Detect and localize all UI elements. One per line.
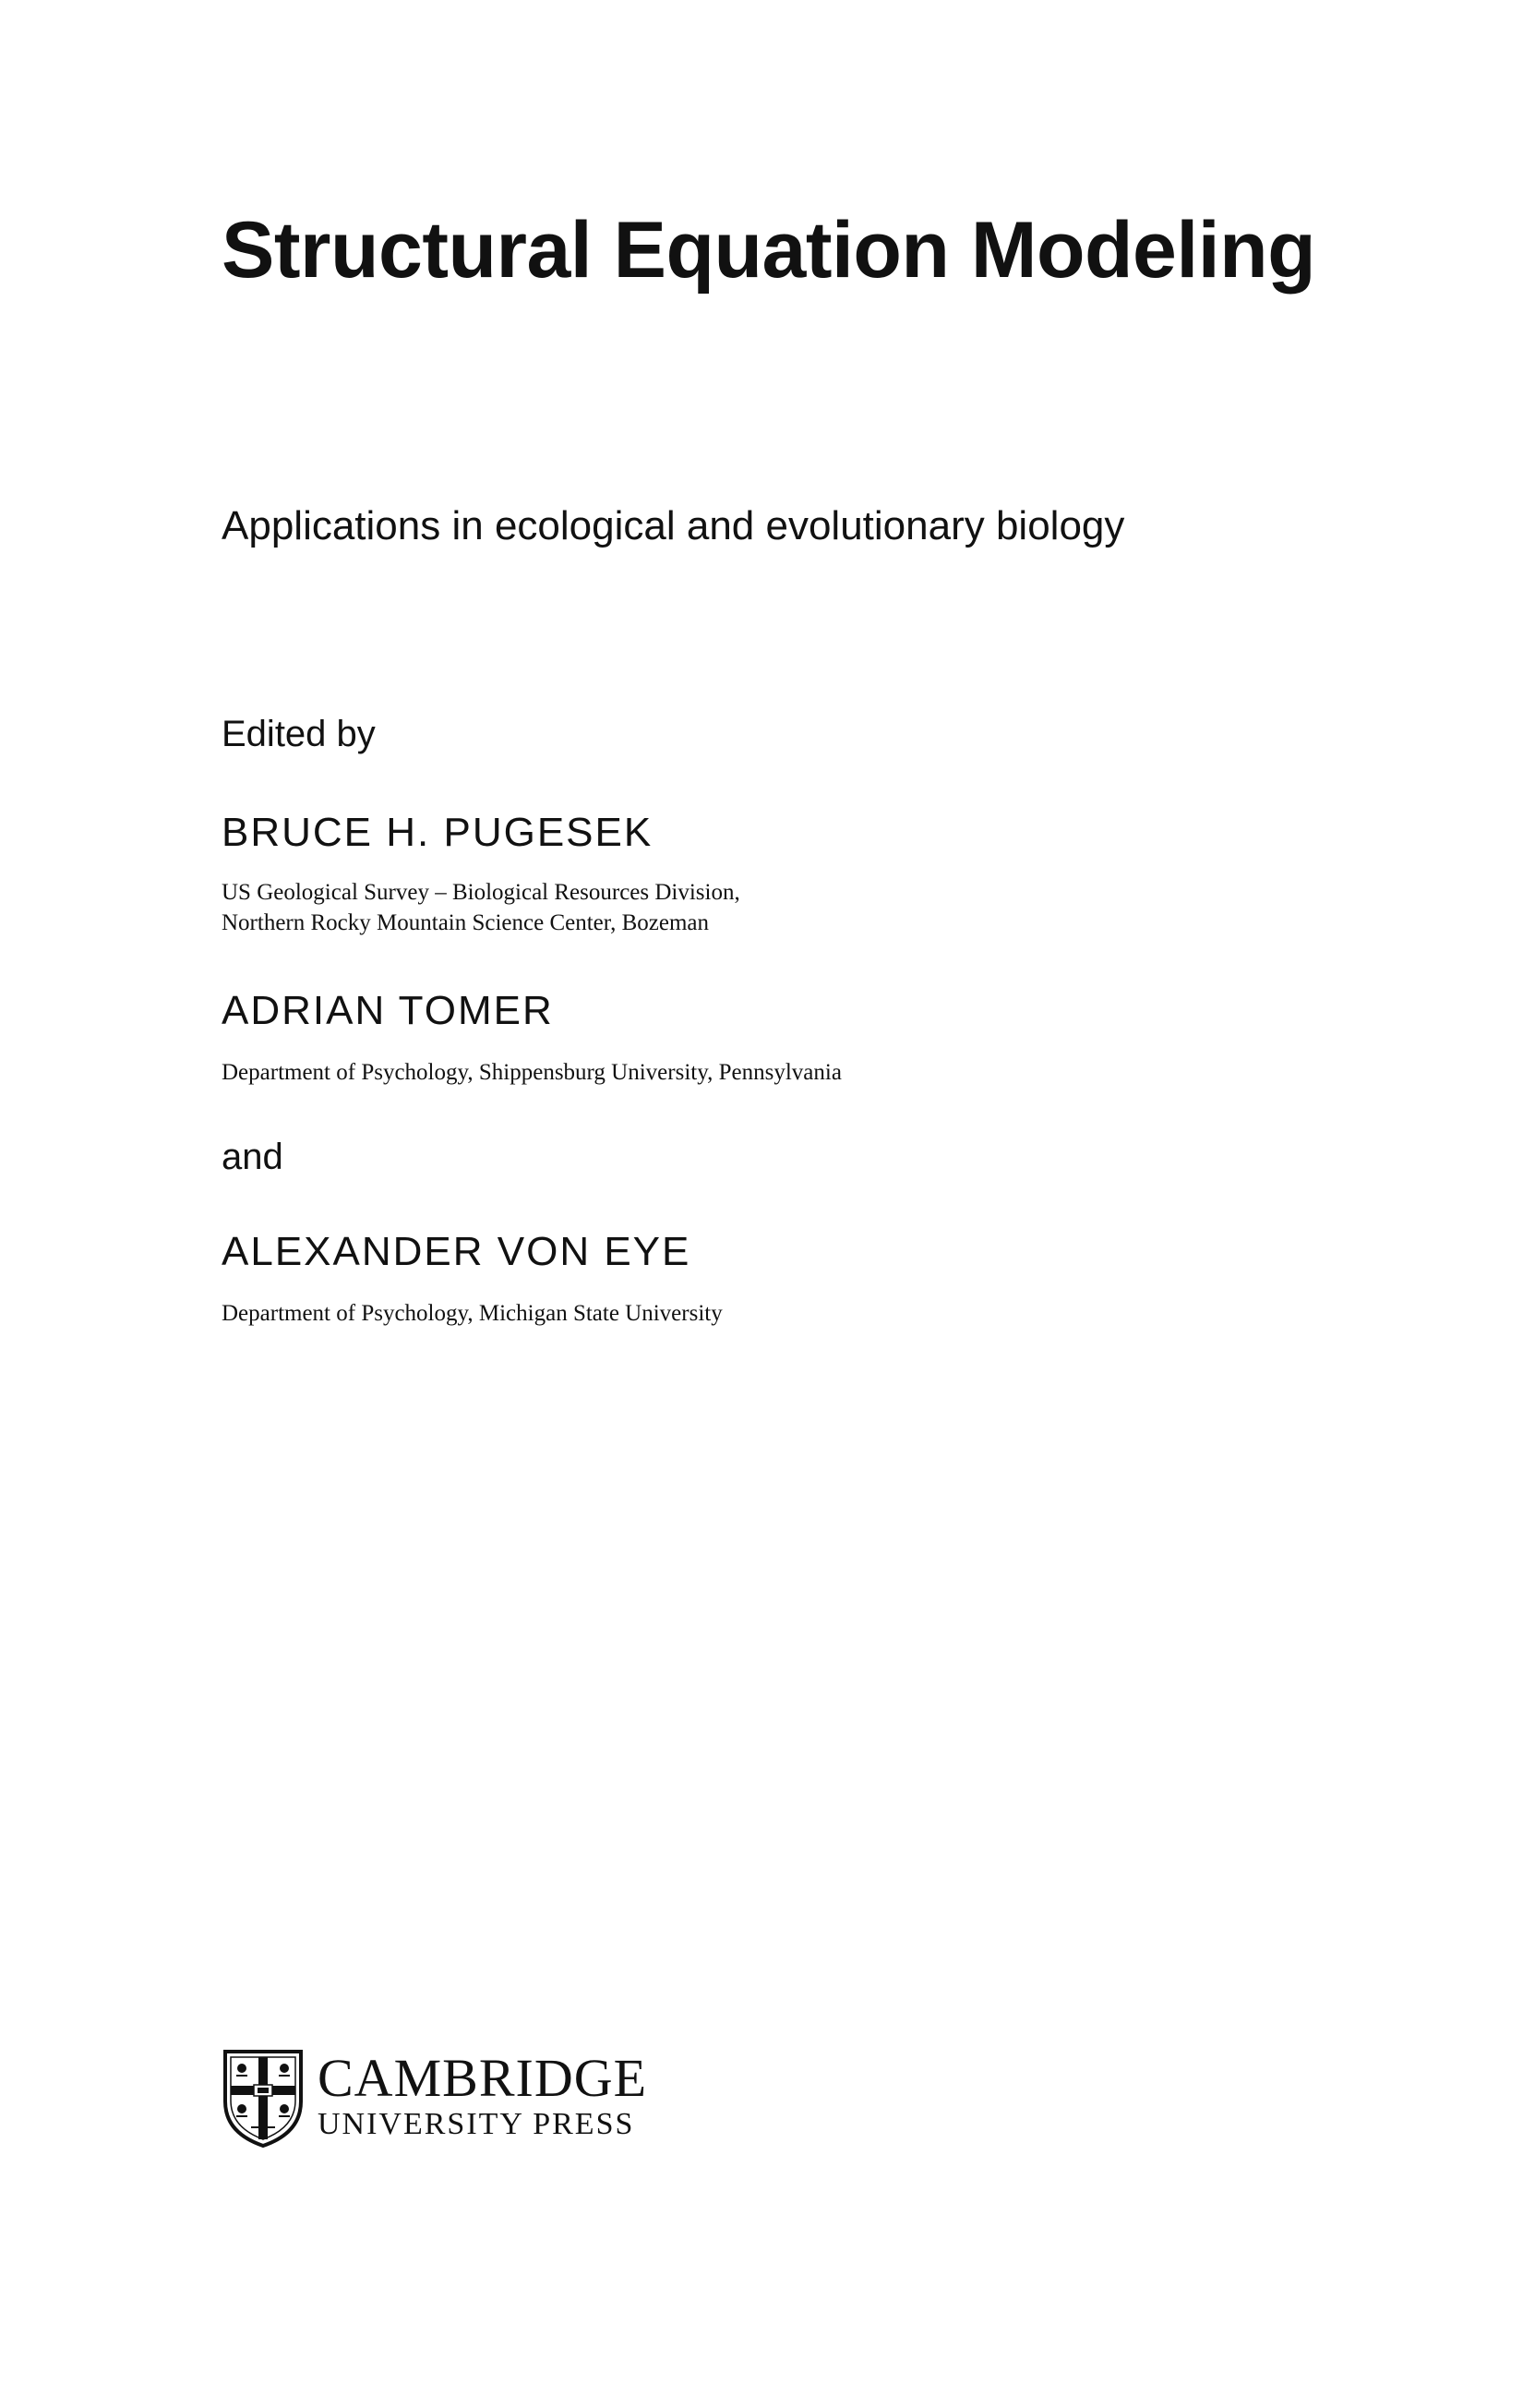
editor-affiliation-pugesek [222, 877, 740, 938]
edited-by-label: Edited by [222, 714, 376, 754]
editor-name-pugesek: BRUCE H. PUGESEK [222, 810, 654, 855]
affiliation-line: Department of Psychology, Shippensburg University, Pennsylvania [222, 1060, 842, 1085]
editor-affiliation-tomer [222, 1057, 842, 1088]
publisher-imprint [222, 2048, 647, 2149]
affiliation-line: Northern Rocky Mountain Science Center, Bozeman [222, 910, 710, 935]
affiliation-line: US Geological Survey – Biological Resources Division, [222, 880, 740, 905]
cambridge-crest-icon [222, 2048, 305, 2149]
book-title: Structural Equation Modeling [222, 206, 1316, 295]
book-subtitle: Applications in ecological and evolutionary biology [222, 503, 1125, 548]
editor-affiliation-von-eye [222, 1298, 723, 1329]
publisher-name: CAMBRIDGE [318, 2048, 648, 2108]
editor-name-tomer: ADRIAN TOMER [222, 988, 554, 1033]
editor-name-von-eye: ALEXANDER VON EYE [222, 1229, 691, 1274]
publisher-press: UNIVERSITY PRESS [318, 2107, 635, 2141]
affiliation-line: Department of Psychology, Michigan State University [222, 1301, 723, 1326]
and-connector: and [222, 1137, 283, 1177]
